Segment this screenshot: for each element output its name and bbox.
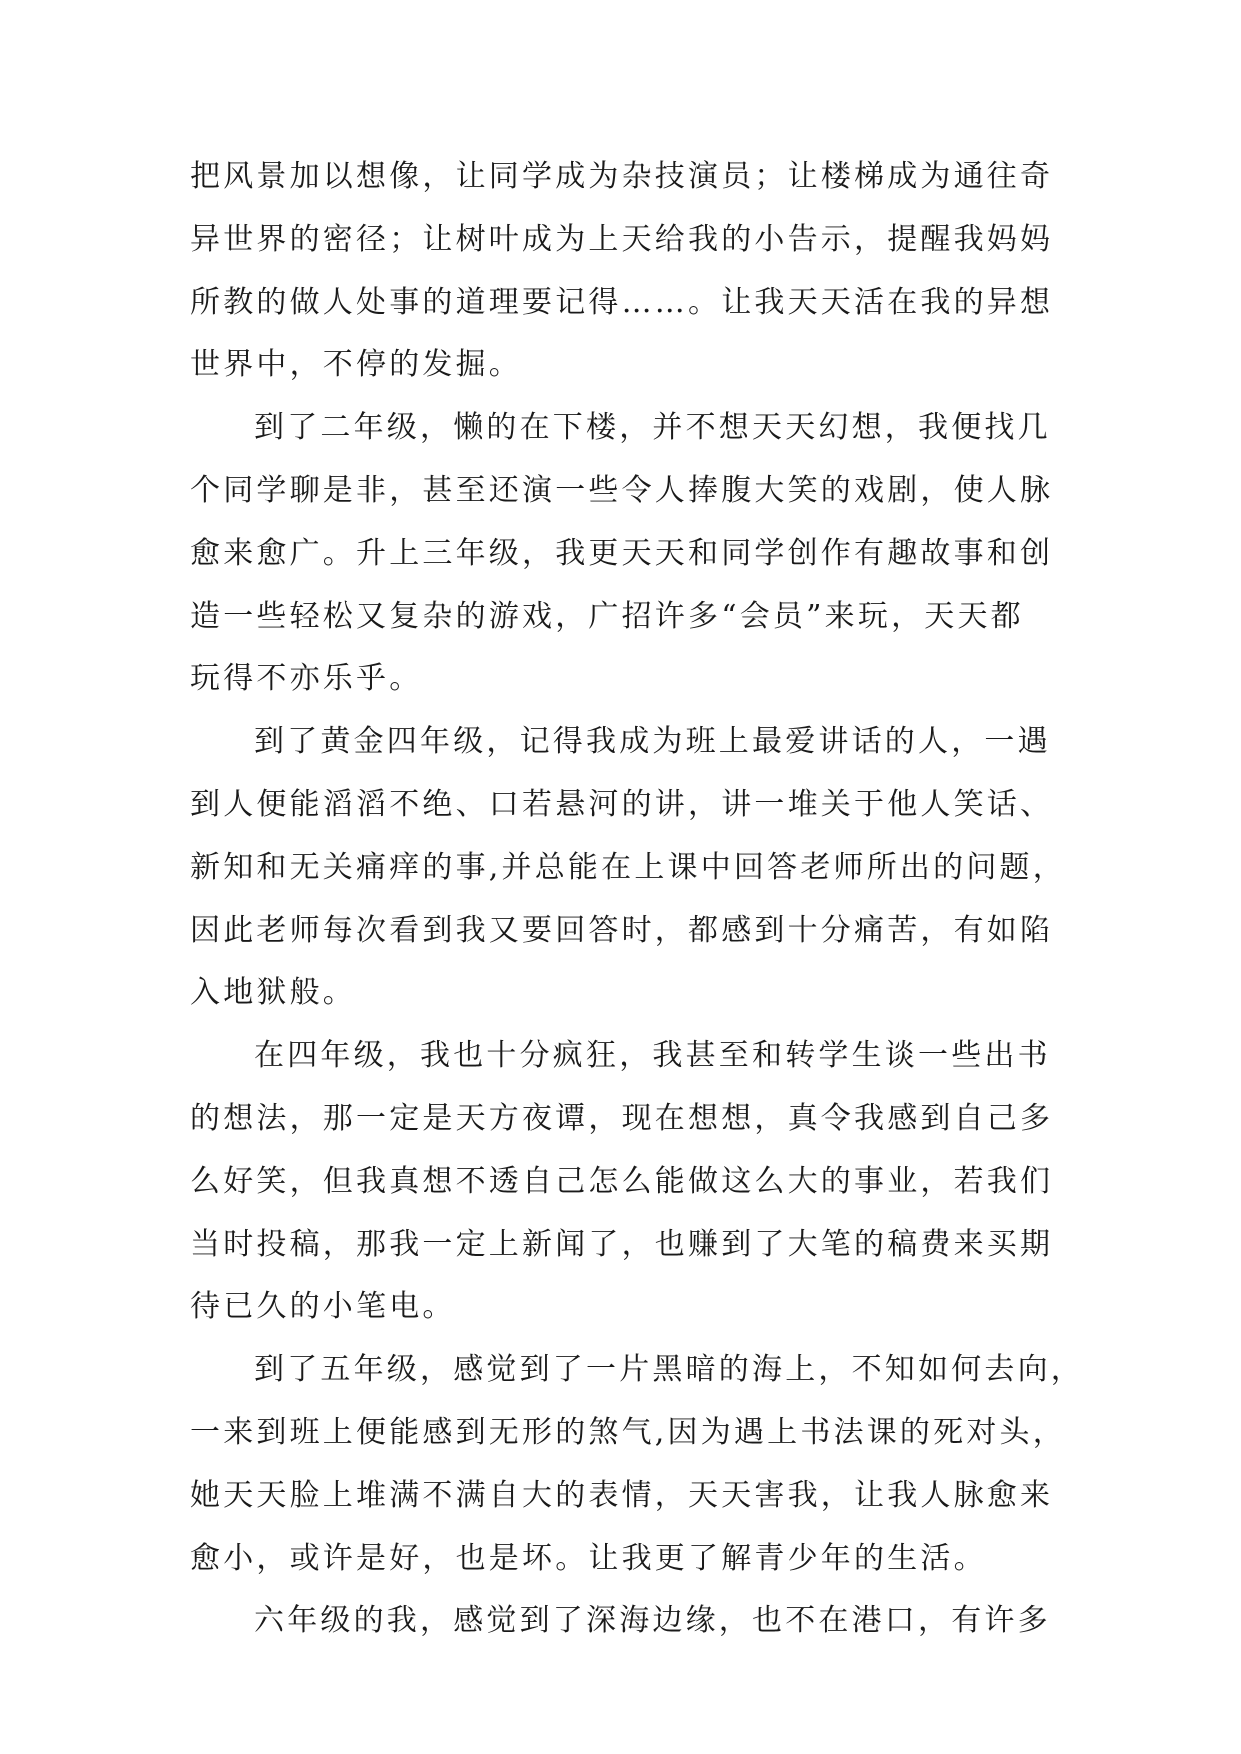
text-line: 新知和无关痛痒的事,并总能在上课中回答老师所出的问题， <box>190 849 1066 885</box>
text-line: 一来到班上便能感到无形的煞气,因为遇上书法课的死对头， <box>190 1414 1066 1450</box>
text-line: 异世界的密径；让树叶成为上天给我的小告示，提醒我妈妈 <box>190 221 1054 257</box>
text-line: 所教的做人处事的道理要记得……。让我天天活在我的异想 <box>190 284 1054 320</box>
text-line: 因此老师每次看到我又要回答时，都感到十分痛苦，有如陷 <box>190 912 1054 948</box>
text-line: 玩得不亦乐乎。 <box>190 661 423 697</box>
text-line: 世界中，不停的发掘。 <box>190 347 522 383</box>
paragraph <box>190 1339 1084 1590</box>
text-line: 愈来愈广。升上三年级，我更天天和同学创作有趣故事和创 <box>190 535 1054 571</box>
text-line: 六年级的我，感觉到了深海边缘，也不在港口，有许多 <box>254 1603 1051 1639</box>
text-line: 把风景加以想像，让同学成为杂技演员；让楼梯成为通往奇 <box>190 159 1054 194</box>
paragraph <box>190 1590 1070 1653</box>
body-text <box>190 146 1084 1653</box>
text-line: 的想法，那一定是天方夜谭，现在想想，真令我感到自己多 <box>190 1100 1054 1136</box>
text-line: 造一些轻松又复杂的游戏，广招许多“会员”来玩，天天都 <box>190 598 1024 634</box>
text-line: 个同学聊是非，甚至还演一些令人捧腹大笑的戏剧，使人脉 <box>190 472 1054 508</box>
text-line: 待已久的小笔电。 <box>190 1289 456 1325</box>
text-line: 在四年级，我也十分疯狂，我甚至和转学生谈一些出书 <box>254 1038 1051 1074</box>
text-line: 她天天脸上堆满不满自大的表情，天天害我，让我人脉愈来 <box>190 1477 1054 1513</box>
paragraph <box>190 146 1070 397</box>
text-line: 么好笑，但我真想不透自己怎么能做这么大的事业，若我们 <box>190 1163 1054 1199</box>
text-line: 到了五年级，感觉到了一片黑暗的海上，不知如何去向， <box>254 1352 1084 1388</box>
paragraph <box>190 711 1070 1025</box>
text-line: 当时投稿，那我一定上新闻了，也赚到了大笔的稿费来买期 <box>190 1226 1054 1262</box>
text-line: 到人便能滔滔不绝、口若悬河的讲，讲一堆关于他人笑话、 <box>190 786 1054 822</box>
text-line: 愈小，或许是好，也是坏。让我更了解青少年的生活。 <box>190 1540 987 1576</box>
text-line: 入地狱般。 <box>190 975 356 1011</box>
paragraph <box>190 1025 1070 1339</box>
paragraph <box>190 397 1070 711</box>
text-line: 到了黄金四年级，记得我成为班上最爱讲话的人，一遇 <box>254 724 1051 760</box>
text-line: 到了二年级，懒的在下楼，并不想天天幻想，我便找几 <box>254 410 1051 446</box>
